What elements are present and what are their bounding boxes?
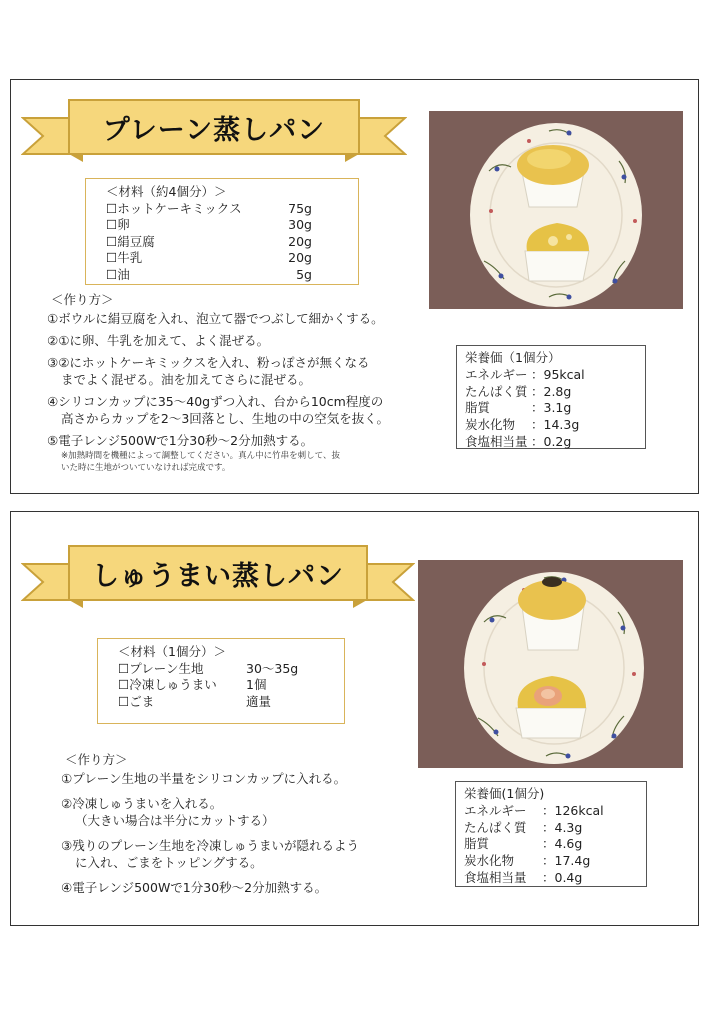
nutrition-row (465, 384, 637, 401)
nutrition-value: ：126kcal (542, 802, 604, 818)
nutrition-row (465, 434, 637, 451)
material-amount: 適量 (246, 693, 272, 709)
material-amount: 75g (288, 200, 312, 216)
materials-box (97, 638, 345, 724)
nutrition-header: 栄養価(1個分) (464, 786, 545, 801)
nutrition-label: たんぱく質 (464, 819, 527, 835)
step-text: ②①に卵、牛乳を加えて、よく混ぜる。 (47, 333, 270, 348)
nutrition-value: ：3.1g (531, 400, 572, 416)
nutrition-label: エネルギー (465, 366, 528, 382)
material-name: ☐牛乳 (106, 250, 143, 265)
food-photo (418, 560, 683, 768)
step-2 (47, 332, 425, 349)
nutrition-label: たんぱく質 (465, 383, 528, 399)
nutrition-row (464, 870, 638, 887)
step-text: ①ボウルに絹豆腐を入れ、泡立て器でつぶして細かくする。 (47, 311, 384, 326)
nutrition-label: 脂質 (464, 836, 490, 852)
step-text: ②冷凍しゅうまいを入れる。 (61, 796, 223, 811)
nutrition-box (456, 345, 646, 449)
nutrition-row (465, 367, 637, 384)
nutrition-value: ：95kcal (531, 366, 585, 382)
step-text: ⑤電子レンジ500Wで1分30秒〜2分加熱する。 (47, 433, 314, 448)
instructions (47, 291, 425, 474)
recipe-card-plain (10, 79, 699, 494)
step-text-cont: 高さからカップを2〜3回落とし、生地の中の空気を抜く。 (61, 411, 390, 426)
heating-note-cont: いた時に生地がついていなければ完成です。 (61, 463, 231, 473)
step-4 (61, 879, 421, 896)
nutrition-label: 炭水化物 (465, 417, 516, 433)
materials-header: ＜材料（1個分）＞ (118, 644, 226, 659)
material-amount: 20g (288, 250, 312, 265)
material-item (106, 267, 350, 284)
nutrition-value: ：4.3g (542, 819, 583, 835)
material-item (106, 234, 350, 251)
nutrition-box (455, 781, 647, 887)
material-name: ☐冷凍しゅうまい (118, 677, 217, 692)
recipe-title: プレーン蒸しパン (102, 114, 326, 146)
nutrition-value: ：0.2g (531, 433, 572, 449)
material-item (118, 694, 336, 711)
food-photo (429, 111, 683, 309)
nutrition-value: ：17.4g (542, 853, 591, 869)
material-amount: 20g (288, 233, 312, 249)
material-amount: 1個 (246, 677, 267, 692)
step-text: ④電子レンジ500Wで1分30秒〜2分加熱する。 (61, 880, 328, 895)
nutrition-label: エネルギー (464, 802, 527, 818)
step-2 (61, 795, 421, 829)
material-name: ☐油 (106, 266, 130, 282)
nutrition-row (465, 400, 637, 417)
nutrition-value: ：14.3g (531, 417, 580, 433)
nutrition-row (465, 417, 637, 434)
material-amount: 30〜35g (246, 660, 299, 676)
step-3 (47, 354, 425, 388)
materials-header: ＜材料（約4個分）＞ (106, 184, 227, 199)
nutrition-header: 栄養価（1個分） (465, 350, 561, 365)
material-name: ☐ホットケーキミックス (106, 200, 242, 216)
step-text: ④シリコンカップに35〜40gずつ入れ、台から10cm程度の (47, 394, 384, 409)
nutrition-row (464, 803, 638, 820)
title-ribbon (21, 96, 407, 164)
nutrition-label: 炭水化物 (464, 853, 515, 869)
step-1 (61, 770, 421, 787)
instructions-header: ＜作り方＞ (51, 292, 114, 307)
material-item (118, 677, 336, 694)
step-text-cont: に入れ、ごまをトッピングする。 (75, 855, 263, 870)
nutrition-value: ：0.4g (542, 869, 583, 885)
material-item (106, 217, 350, 234)
step-text-cont: （大きい場合は半分にカットする） (75, 813, 275, 828)
material-item (118, 661, 336, 678)
step-1 (47, 310, 425, 327)
instructions (61, 751, 421, 901)
material-item (106, 201, 350, 218)
material-amount: 30g (288, 217, 312, 232)
step-text: ③②にホットケーキミックスを入れ、粉っぽさが無くなる (47, 355, 370, 370)
plate-illustration (429, 111, 683, 309)
nutrition-value: ：2.8g (531, 383, 572, 399)
plate-illustration (418, 560, 683, 768)
nutrition-row (464, 836, 638, 853)
instructions-header: ＜作り方＞ (65, 752, 128, 767)
nutrition-row (464, 853, 638, 870)
nutrition-label: 食塩相当量 (464, 869, 527, 885)
materials-box (85, 178, 359, 285)
nutrition-value: ：4.6g (542, 836, 583, 852)
heating-note: ※加熱時間を機種によって調整してください。真ん中に竹串を刺して、抜 (61, 451, 340, 461)
step-text: ③残りのプレーン生地を冷凍しゅうまいが隠れるよう (61, 838, 359, 853)
material-name: ☐絹豆腐 (106, 233, 155, 249)
step-text: ①プレーン生地の半量をシリコンカップに入れる。 (61, 771, 347, 786)
step-5 (47, 432, 425, 449)
title-ribbon (21, 542, 415, 610)
nutrition-label: 食塩相当量 (465, 433, 528, 449)
step-text-cont: までよく混ぜる。油を加えてさらに混ぜる。 (61, 372, 312, 387)
material-item (106, 250, 350, 267)
step-4 (47, 393, 425, 427)
step-3 (61, 837, 421, 871)
nutrition-row (464, 820, 638, 837)
material-name: ☐プレーン生地 (118, 660, 204, 676)
recipe-title: しゅうまい蒸しパン (92, 560, 344, 592)
material-amount: 5g (296, 266, 312, 282)
recipe-card-shumai (10, 511, 699, 926)
nutrition-label: 脂質 (465, 400, 491, 416)
material-name: ☐ごま (118, 693, 155, 709)
material-name: ☐卵 (106, 217, 130, 232)
